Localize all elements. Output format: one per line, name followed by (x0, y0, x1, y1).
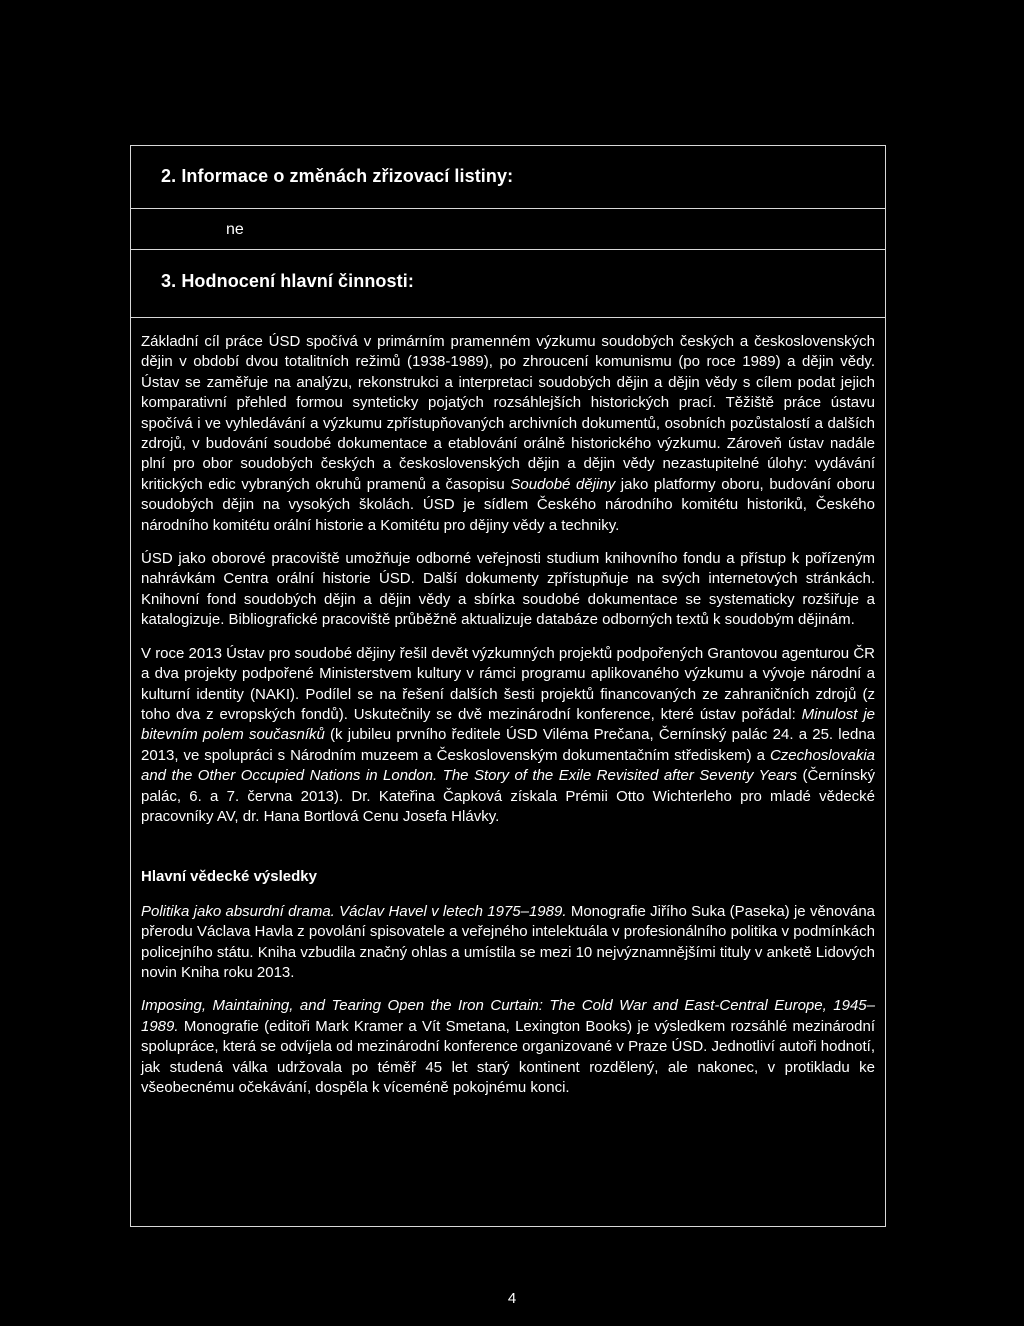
text-run: Monografie Jiřího Suka (Paseka) je věnována přerodu Václava Havla z povolání spisovatele a veřejného intelektuála v profesionálního politika v podmínkách policejního státu. Kniha vzbudila značný ohlas a umístila se mezi 10 nejvýznamnějšími tituly v anketě Lidových novin Kniha roku 2013. (141, 902, 876, 981)
section-3-heading: 3. Hodnocení hlavní činnosti: (161, 271, 414, 291)
section-2-value: ne (226, 221, 244, 238)
italic-text-run: Politika jako absurdní drama. Václav Havel v letech 1975–1989. (141, 902, 567, 920)
section-3-body (131, 318, 885, 1098)
text-run: (k jubileu prvního ředitele ÚSD Viléma Prečana, Černínský palác 24. a 25. ledna 2013, ve spolupráci s Národním muzeem a Československým dokumentačním střediskem) a (141, 726, 875, 764)
text-run: Základní cíl práce ÚSD spočívá v primárním pramenném výzkumu soudobých českých a československých dějin v období dvou totalitních režimů (1938-1989), po zhroucení komunismu (po roce 1989) a dějin vědy. Ústav se zaměřuje na analýzu, rekonstrukci a interpretaci soudobých dějin a dějin vědy s cílem podat jejich komparativní přehled formou synteticky pojatých rozsáhlejších historických prací. Těžiště práce ústavu spočívá i ve vyhledávání a výzkumu zpřístupňovaných archivních dokumentů, osobních pozůstalostí a dalších zdrojů, v budování soudobé dokumentace a etablování orálně historického výzkumu. Zároveň ústav nadále plní pro obor soudobých českých a československých dějin a dějin vědy nezastupitelné úlohy: vydávání kritických edic vybraných okruhů pramenů a časopisu (141, 333, 875, 493)
paragraph (141, 332, 875, 536)
text-run: jako platformy oboru, budování oboru soudobých dějin na vysokých školách. ÚSD je sídlem Českého národního komitétu historiků, Českého národního komitétu orální historie a Komitétu pro dějiny vědy a techniky. (141, 475, 876, 534)
section-3-row (131, 250, 885, 318)
result-paragraph (141, 902, 875, 984)
italic-text-run: Czechoslovakia and the Other Occupied Nations in London. The Story of the Exile Revisited after Seventy Years (141, 746, 875, 785)
section-2-heading: 2. Informace o změnách zřizovací listiny: (161, 166, 514, 186)
page-number: 4 (507, 1290, 517, 1307)
italic-text-run: Soudobé dějiny (510, 475, 616, 493)
italic-text-run: Imposing, Maintaining, and Tearing Open the Iron Curtain: The Cold War and East-Central Europe, 1945–1989. (141, 997, 875, 1035)
results-heading: Hlavní vědecké výsledky (141, 868, 317, 886)
text-run: V roce 2013 Ústav pro soudobé dějiny řešil devět výzkumných projektů podpořených Grantovou agenturou ČR a dva projekty podpořené Ministerstvem kultury v rámci programu aplikovaného výzkumu a vývoje národní a kulturní identity (NAKI). Podílel se na řešení dalších šesti projektů financovaných ze zahraničních zdrojů (z toho dva z evropských fondů). Uskutečnily se dvě mezinárodní konference, které ústav pořádal: (141, 644, 875, 723)
text-run: ÚSD jako oborové pracoviště umožňuje odborné veřejnosti studium knihovního fondu a přístup k pořízeným nahrávkám Centra orální historie ÚSD. Další dokumenty zpřístupňuje na svých internetových stránkách. Knihovní fond soudobých dějin a dějin vědy a sbírka soudobé dokumentace se systematicky rozšiřuje a katalogizuje. Bibliografické pracoviště průběžně aktualizuje databáze odborných textů k soudobým dějinám. (141, 550, 875, 629)
text-run: (Černínský palác, 6. a 7. června 2013). Dr. Kateřina Čapková získala Prémii Otto Wichterleho pro mladé vědecké pracovníky AV, dr. Hana Bortlová Cenu Josefa Hlávky. (141, 767, 875, 825)
italic-text-run: Minulost je bitevním polem současníků (141, 705, 875, 744)
paragraph (141, 549, 875, 631)
result-paragraph (141, 996, 875, 1098)
document-frame (130, 145, 886, 1227)
paragraph (141, 644, 875, 828)
section-2-value-row (131, 209, 885, 250)
text-run: Monografie (editoři Mark Kramer a Vít Smetana, Lexington Books) je výsledkem rozsáhlé mezinárodní spolupráce, která se odvíjela od mezinárodní konference organizované v Praze ÚSD. Jednotliví autoři hodnotí, jak studená válka udržovala po téměř 45 let starý kontinent rozdělený, ale nakonec, v protikladu ke všeobecnému očekávání, dospěla k víceméně pokojnému konci. (141, 1017, 875, 1096)
section-2-row (131, 146, 885, 209)
